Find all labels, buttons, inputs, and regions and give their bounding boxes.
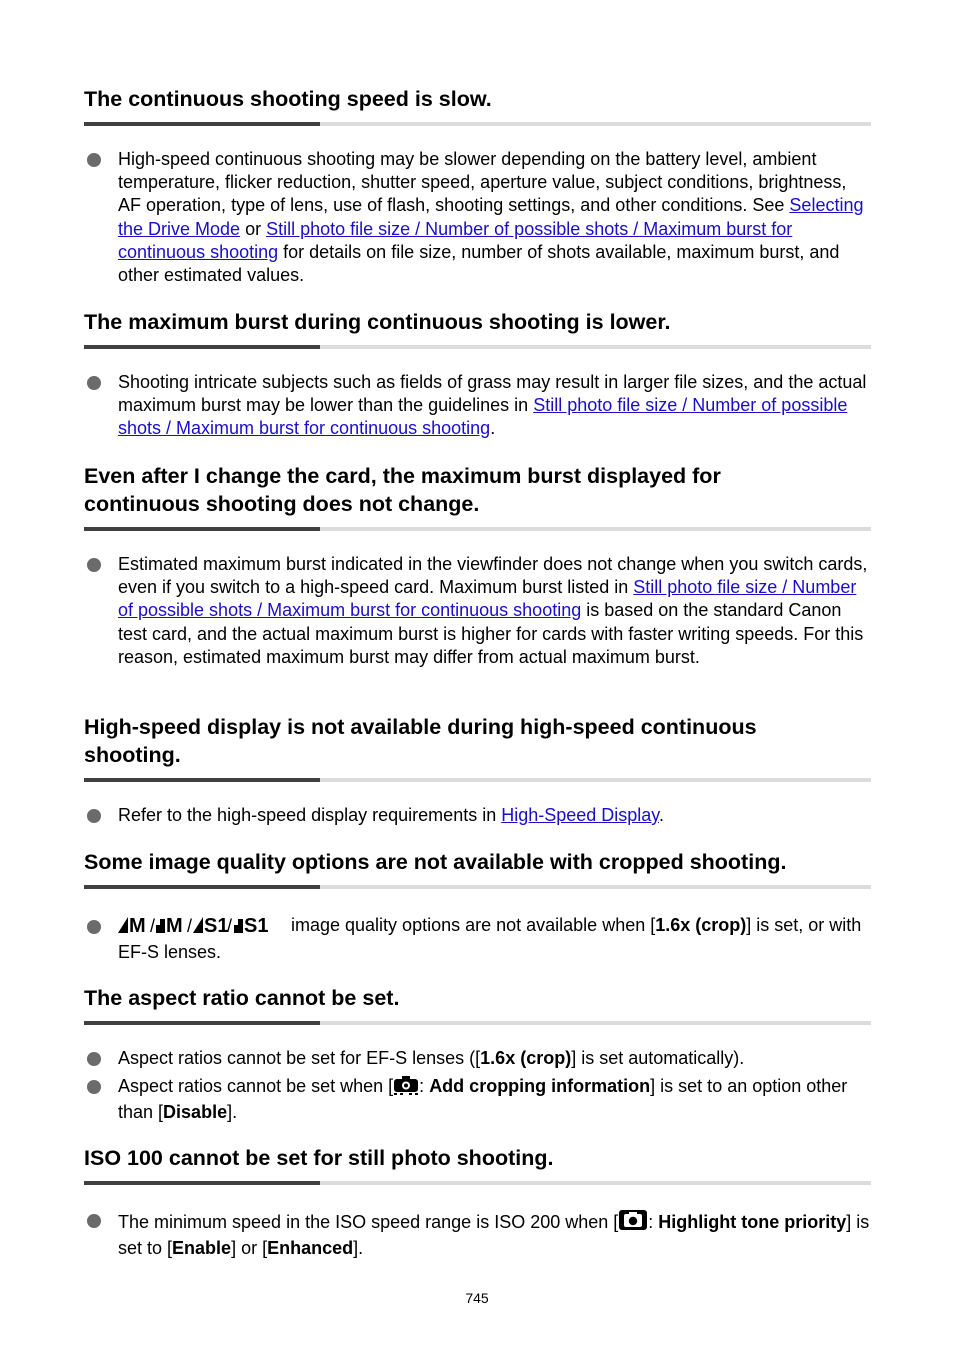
svg-text:/: / <box>187 916 193 935</box>
link-selecting-drive-mode[interactable]: Selecting the Drive Mode <box>118 195 864 239</box>
section-heading: The aspect ratio cannot be set. <box>84 986 400 1010</box>
bullet-dot-icon <box>87 809 101 823</box>
image-quality-icons <box>118 913 286 941</box>
section-heading: ISO 100 cannot be set for still photo shooting. <box>84 1146 554 1170</box>
section-aspect-ratio <box>84 984 871 1129</box>
svg-text:/: / <box>227 916 233 935</box>
playback-camera-icon <box>393 1075 419 1101</box>
link-still-photo-file-size[interactable]: Still photo file size / Number of possible shots / Maximum burst for continuous shooting <box>118 577 857 621</box>
bullet-dot-icon <box>87 920 101 934</box>
svg-text:S1: S1 <box>204 915 229 935</box>
list-item: M / M / S1 / S1 image quality options are not available when [1.6x (crop)] is set, or with EF-S lenses. <box>84 913 871 964</box>
page-number: 745 <box>465 1290 489 1306</box>
section-iso-100 <box>84 1144 871 1265</box>
section-divider <box>84 778 871 782</box>
list-item: Shooting intricate subjects such as fields of grass may result in larger file sizes, and the actual maximum burst may be lower than the guidelines in Still photo file size / Number of possible shots / Maximum burst for continuous shooting. <box>84 371 871 441</box>
bullet-dot-icon <box>87 1080 101 1094</box>
section-heading: The continuous shooting speed is slow. <box>84 87 492 111</box>
section-max-burst-lower <box>84 308 871 445</box>
section-high-speed-display <box>84 713 871 832</box>
bullet-dot-icon <box>87 1214 101 1228</box>
link-still-photo-file-size[interactable]: Still photo file size / Number of possible shots / Maximum burst for continuous shooting <box>118 395 848 439</box>
link-high-speed-display[interactable]: High-Speed Display <box>501 805 659 825</box>
section-divider <box>84 1181 871 1185</box>
section-divider <box>84 122 871 126</box>
section-cropped-shooting <box>84 848 871 969</box>
bullet-dot-icon <box>87 376 101 390</box>
list-item: Refer to the high-speed display requirements in High-Speed Display. <box>84 804 871 827</box>
bullet-dot-icon <box>87 1052 101 1066</box>
svg-text:S1: S1 <box>244 915 269 935</box>
svg-text:M: M <box>129 915 146 935</box>
bullet-dot-icon <box>87 558 101 572</box>
section-divider <box>84 345 871 349</box>
section-heading: High-speed display is not available during high-speed continuous shooting. <box>84 715 757 767</box>
camera-icon <box>618 1209 648 1237</box>
section-heading: Some image quality options are not available with cropped shooting. <box>84 850 787 874</box>
section-slow-speed <box>84 85 871 292</box>
section-heading: Even after I change the card, the maximum burst displayed for continuous shooting does not change. <box>84 464 721 516</box>
list-item: The minimum speed in the ISO speed range is ISO 200 when [ : Highlight tone priority] is set to [Enable] or [Enhanced]. <box>84 1209 871 1260</box>
section-divider <box>84 885 871 889</box>
section-divider <box>84 527 871 531</box>
link-still-photo-file-size[interactable]: Still photo file size / Number of possible shots / Maximum burst for continuous shooting <box>118 218 793 262</box>
bullet-dot-icon <box>87 153 101 167</box>
section-card-change <box>84 462 871 674</box>
section-divider <box>84 1021 871 1025</box>
list-item: Estimated maximum burst indicated in the viewfinder does not change when you switch cards, even if you switch to a high-speed card. Maximum burst listed in Still photo file size / Number of possible shots / Maximum burst for continuous shooting is based on the standard Canon test card, and the actual maximum burst is higher for cards with faster writing speeds. For this reason, estimated maximum burst may differ from actual maximum burst. <box>84 553 871 669</box>
list-item: High-speed continuous shooting may be slower depending on the battery level, ambient temperature, flicker reduction, shutter speed, aperture value, subject conditions, brightness, AF operation, type of lens, use of flash, shooting settings, and other conditions. See Selecting the Drive Mode or Still photo file size / Number of possible shots / Maximum burst for continuous shooting for details on file size, number of shots available, maximum burst, and other estimated values. <box>84 148 871 287</box>
svg-text:M: M <box>166 915 183 935</box>
section-heading: The maximum burst during continuous shooting is lower. <box>84 310 671 334</box>
svg-text:/: / <box>150 916 156 935</box>
list-item: Aspect ratios cannot be set for EF-S lenses ([1.6x (crop)] is set automatically). <box>84 1047 871 1070</box>
list-item: Aspect ratios cannot be set when [ : Add cropping information] is set to an option other than [Disable]. <box>84 1075 871 1124</box>
